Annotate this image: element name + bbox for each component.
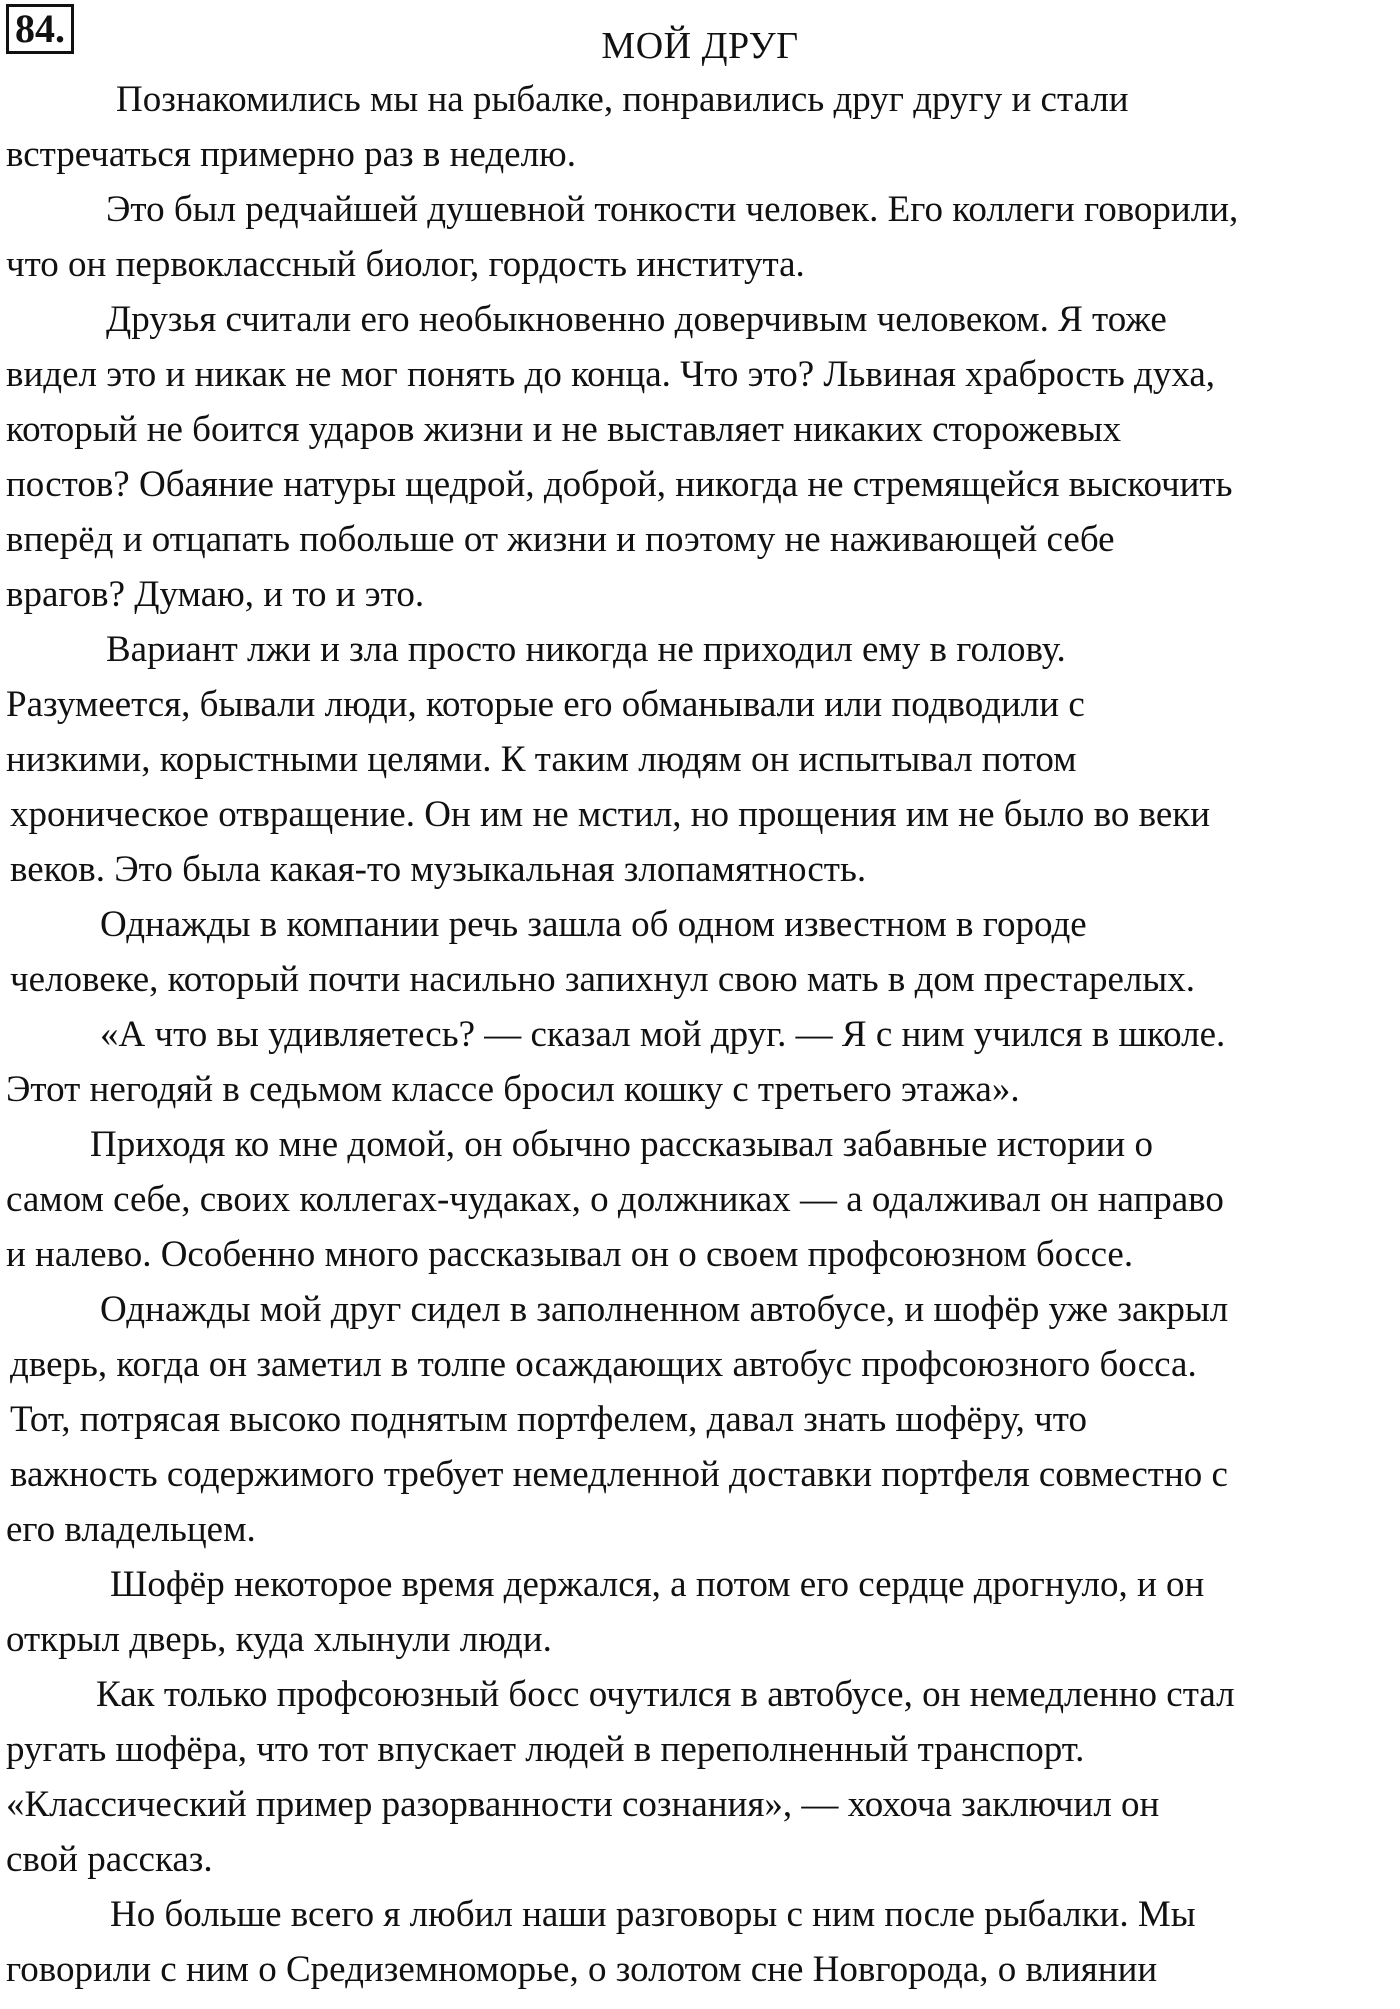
text-line: Как только профсоюзный босс очутился в автобусе, он немедленно стал (96, 1674, 1235, 1715)
text-line: Тот, потрясая высоко поднятым портфелем, давал знать шофёру, что (10, 1399, 1087, 1440)
text-line: человеке, который почти насильно запихнул свою мать в дом престарелых. (10, 959, 1195, 1000)
text-line: Друзья считали его необыкновенно доверчивым человеком. Я тоже (106, 299, 1167, 340)
text-line: открыл дверь, куда хлынули люди. (6, 1619, 552, 1660)
text-line: и налево. Особенно много рассказывал он о своем профсоюзном боссе. (6, 1234, 1134, 1275)
text-line: Разумеется, бывали люди, которые его обманывали или подводили с (6, 684, 1085, 725)
text-line: говорили с ним о Средиземноморье, о золотом сне Новгорода, о влиянии (6, 1949, 1158, 1990)
text-line: ругать шофёра, что тот впускает людей в переполненный транспорт. (6, 1729, 1085, 1770)
text-line: веков. Это была какая-то музыкальная злопамятность. (10, 849, 867, 890)
text-line: который не боится ударов жизни и не выставляет никаких сторожевых (6, 409, 1122, 450)
text-line: встречаться примерно раз в неделю. (6, 134, 576, 175)
text-line: врагов? Думаю, и то и это. (6, 574, 425, 615)
text-line: Этот негодяй в седьмом классе бросил кошку с третьего этажа». (6, 1069, 1020, 1110)
text-line: «А что вы удивляетесь? — сказал мой друг. — Я с ним учился в школе. (100, 1014, 1226, 1055)
text-line: самом себе, своих коллегах-чудаках, о должниках — а одалживал он направо (6, 1179, 1224, 1220)
text-line: низкими, корыстными целями. К таким людям он испытывал потом (6, 739, 1077, 780)
text-line: Это был редчайшей душевной тонкости человек. Его коллеги говорили, (106, 189, 1239, 230)
text-line: Однажды в компании речь зашла об одном известном в городе (100, 904, 1087, 945)
text-line: его владельцем. (6, 1509, 256, 1550)
text-line: дверь, когда он заметил в толпе осаждающих автобус профсоюзного босса. (10, 1344, 1197, 1385)
text-line: свой рассказ. (6, 1839, 213, 1880)
text-line: Вариант лжи и зла просто никогда не приходил ему в голову. (106, 629, 1066, 670)
text-line: «Классический пример разорванности сознания», — хохоча заключил он (6, 1784, 1160, 1825)
text-line: Но больше всего я любил наши разговоры с ним после рыбалки. Мы (110, 1894, 1196, 1935)
text-line: вперёд и отцапать побольше от жизни и поэтому не наживающей себе (6, 519, 1115, 560)
text-line: постов? Обаяние натуры щедрой, доброй, никогда не стремящейся выскочить (6, 464, 1233, 505)
text-line: хроническое отвращение. Он им не мстил, но прощения им не было во веки (10, 794, 1211, 835)
text-line: Шофёр некоторое время держался, а потом его сердце дрогнуло, и он (110, 1564, 1205, 1605)
page-title: МОЙ ДРУГ (601, 25, 799, 67)
text-line: Познакомились мы на рыбалке, понравились друг другу и стали (116, 79, 1129, 120)
text-line: важность содержимого требует немедленной доставки портфеля совместно с (10, 1454, 1228, 1495)
text-line: видел это и никак не мог понять до конца. Что это? Львиная храбрость духа, (6, 354, 1216, 395)
text-line: Приходя ко мне домой, он обычно рассказывал забавные истории о (90, 1124, 1153, 1165)
text-line: Однажды мой друг сидел в заполненном автобусе, и шофёр уже закрыл (100, 1289, 1229, 1330)
exercise-number-box: 84. (6, 4, 74, 54)
text-line: что он первоклассный биолог, гордость института. (6, 244, 805, 285)
